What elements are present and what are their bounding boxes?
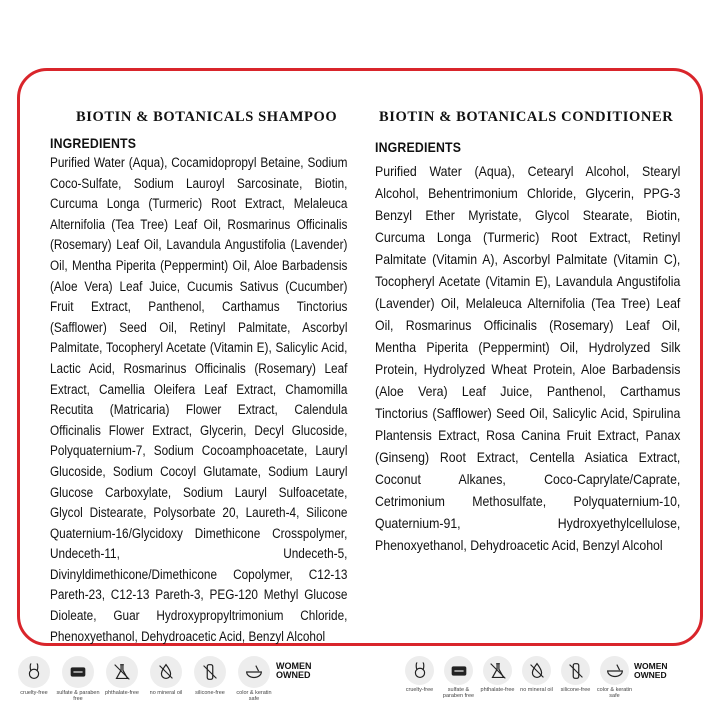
shampoo-title: BIOTIN & BOTANICALS SHAMPOO xyxy=(76,109,338,125)
badge-color-keratin-safe xyxy=(232,656,276,702)
women-owned-line2: OWNED xyxy=(276,670,311,680)
women-owned-line1: WOMEN xyxy=(634,661,668,671)
conditioner-ingredients-text: Purified Water (Aqua), Cetearyl Alcohol, Stearyl Alcohol, Behentrimonium Chloride, Glycerin, PPG-3 Benzyl Ether Myristate, Glycol Stearate, Biotin, Curcuma Longa (Turmeric) Root Extract, Retinyl Palmitate (Vitamin A), Ascorbyl Palmitate (Vitamin C), Tocopheryl Acetate (Vitamin E), Lavandula Angustifolia (Lavender) Oil, Melaleuca Alternifolia (Tea Tree) Leaf Oil, Rosmarinus Officinalis (Rosemary) Leaf Oil, Mentha Piperita (Peppermint) Oil, Hydrolyzed Silk Protein, Hydrolyzed Wheat Protein, Aloe Barbadensis (Aloe Vera) Leaf Juice, Panthenol, Carthamus Tinctorius (Safflower) Seed Oil, Salicylic Acid, Spirulina Plantensis Extract, Rosa Canina Fruit Extract, Panax (Ginseng) Root Extract, Centella Asiatica Extract, Coconut Alkanes, Coco-Caprylate/Caprate, Cetrimonium Methosulfate, Polyquaternium-10, Quaternium-91, Hydroxyethylcellulose, Phenoxyethanol, Dehydroacetic Acid, Benzyl Alcohol xyxy=(375,163,681,553)
badge-row-left xyxy=(12,656,362,716)
badge-no-mineral-oil xyxy=(144,656,188,696)
badge-phthalate-free xyxy=(100,656,144,696)
badge-color-keratin-safe xyxy=(595,656,634,699)
bunny-icon xyxy=(18,656,50,688)
no-mineral-oil-icon xyxy=(150,656,182,688)
badge-row-right xyxy=(400,656,710,716)
badge-cruelty-free xyxy=(12,656,56,696)
flask-icon xyxy=(483,656,512,685)
badge-silicone-free xyxy=(188,656,232,696)
no-mineral-oil-icon xyxy=(522,656,551,685)
badge-label: cruelty-free xyxy=(20,690,48,696)
conditioner-ingredients-heading: INGREDIENTS xyxy=(375,139,462,155)
badge-label: sulfate & paraben free xyxy=(56,690,100,702)
badge-phthalate-free xyxy=(478,656,517,693)
badge-label: phthalate-free xyxy=(480,687,515,693)
badge-sulfate-free xyxy=(56,656,100,702)
badge-label: silicone-free xyxy=(195,690,225,696)
women-owned-line1: WOMEN xyxy=(276,661,312,671)
shampoo-ingredients-text: Purified Water (Aqua), Cocamidopropyl Betaine, Sodium Coco-Sulfate, Sodium Lauroyl Sarcosinate, Biotin, Curcuma Longa (Turmeric) Root Extract, Melaleuca Alternifolia (Tea Tree) Leaf Oil, Rosmarinus Officinalis (Rosemary) Leaf Oil, Lavandula Angustifolia (Lavender) Oil, Mentha Piperita (Peppermint) Oil, Aloe Barbadensis (Aloe Vera) Leaf Juice, Cucumis Sativus (Cucumber) Fruit Extract, Panthenol, Carthamus Tinctorius (Safflower) Seed Oil, Retinyl Palmitate, Ascorbyl Palmitate, Tocopheryl Acetate (Vitamin E), Salicylic Acid, Lactic Acid, Rosmarinus Officinalis (Rosemary) Leaf Extract, Camellia Oleifera Leaf Extract, Chamomilla Recutita (Matricaria) Flower Extract, Calendula Officinalis Flower Extract, Glycerin, Decyl Glucoside, Polyquaternium-7, Sodium Cocoamphoacetate, Lauryl Glucoside, Sodium Cocoyl Glutamate, Sodium Lauryl Glucose Carboxylate, Sodium Lauryl Sulfoacetate, Glycol Distearate, Polysorbate 20, Laureth-4, Silicone Quaternium-16/Glycidoxy Dimethicone Crosspolymer, Undeceth-11, Undeceth-5, Divinyldimethicone/Dimethicone Copolymer, C12-13 Pareth-23, C12-13 Pareth-3, PEG-120 Methyl Glucose Dioleate, Guar Hydroxypropyltrimonium Chloride, Phenoxyethanol, Dehydroacetic Acid, Benzyl Alcohol xyxy=(50,155,348,644)
badge-sulfate-free xyxy=(439,656,478,699)
badge-label: no mineral oil xyxy=(149,690,183,696)
flask-icon xyxy=(106,656,138,688)
women-owned-logo xyxy=(634,662,674,680)
badge-cruelty-free xyxy=(400,656,439,693)
women-owned-logo xyxy=(276,662,320,680)
badge-no-mineral-oil xyxy=(517,656,556,693)
sulfate-free-icon xyxy=(62,656,94,688)
sulfate-free-icon xyxy=(444,656,473,685)
badge-label: color & keratin safe xyxy=(596,687,633,699)
badge-label: sulfate & paraben free xyxy=(442,687,475,699)
silicone-free-icon xyxy=(194,656,226,688)
shampoo-ingredients-heading: INGREDIENTS xyxy=(50,135,137,151)
conditioner-title: BIOTIN & BOTANICALS CONDITIONER xyxy=(379,109,674,125)
silicone-free-icon xyxy=(561,656,590,685)
badge-label: phthalate-free xyxy=(105,690,139,696)
badge-label: cruelty-free xyxy=(405,687,434,693)
badge-silicone-free xyxy=(556,656,595,693)
bowl-icon xyxy=(238,656,270,688)
women-owned-line2: OWNED xyxy=(634,670,667,680)
badge-label: color & keratin safe xyxy=(236,690,272,702)
badge-label: silicone-free xyxy=(560,687,591,693)
bowl-icon xyxy=(600,656,629,685)
bunny-icon xyxy=(405,656,434,685)
badge-label: no mineral oil xyxy=(520,687,553,693)
ingredients-panel xyxy=(17,68,703,646)
